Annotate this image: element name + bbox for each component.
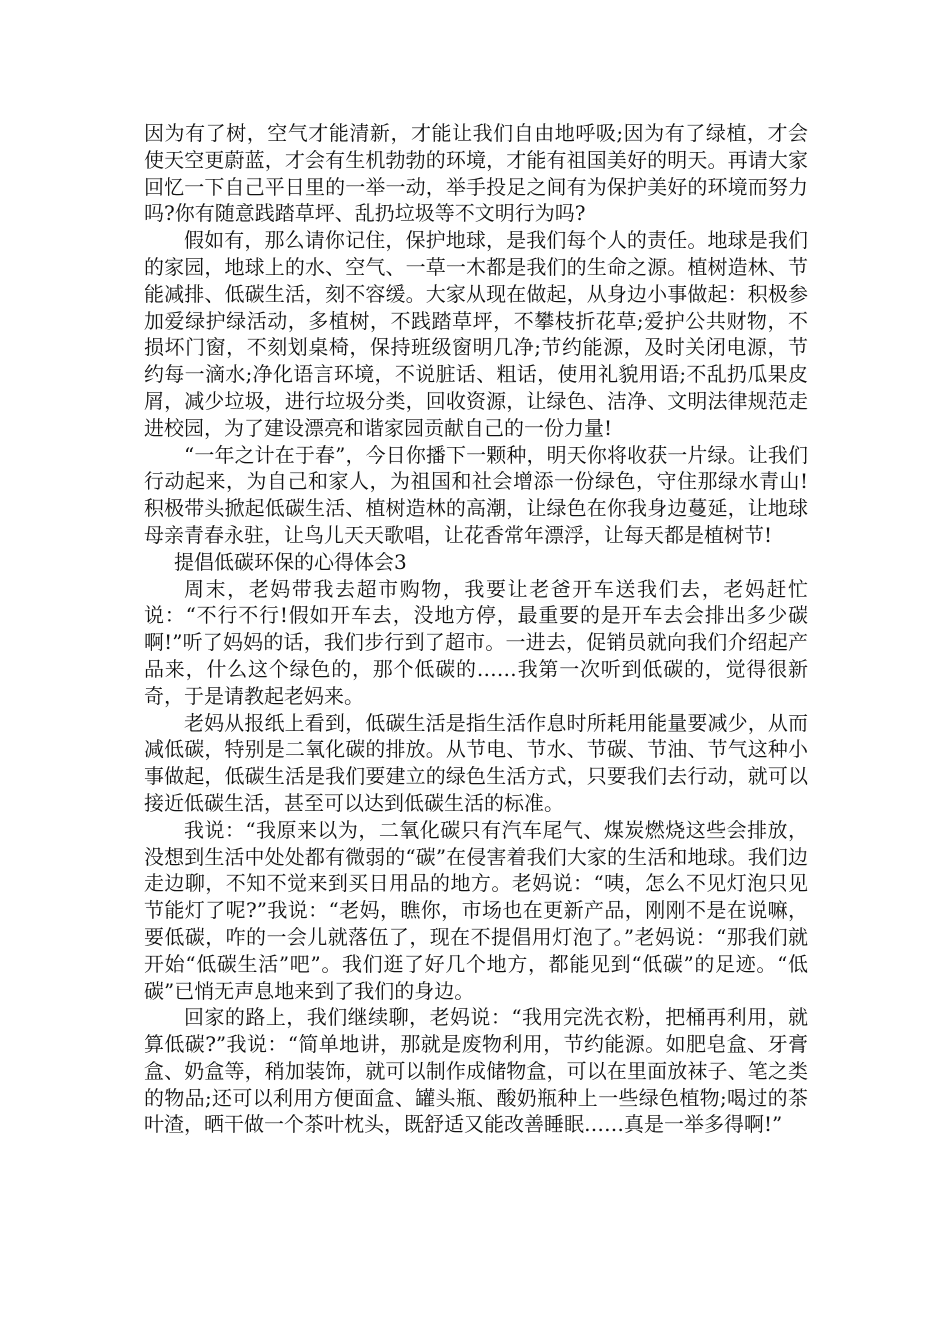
paragraph-1: 因为有了树，空气才能清新，才能让我们自由地呼吸;因为有了绿植，才会使天空更蔚蓝，才会有生机勃勃的环境，才能有祖国美好的明天。再请大家回忆一下自己平日里的一举一动，举手投足之间有为保护美好的环境而努力吗?你有随意践踏草坪、乱扔垃圾等不文明行为吗? — [144, 121, 808, 226]
document-page — [144, 120, 808, 1138]
paragraph-3: “一年之计在于春”，今日你播下一颗种，明天你将收获一片绿。让我们行动起来，为自己和家人，为祖国和社会增添一份绿色，守住那绿水青山!积极带头掀起低碳生活、植树造林的高潮，让绿色在你我身边蔓延，让地球母亲青春永驻，让鸟儿天天歌唱，让花香常年漂浮，让每天都是植树节! — [144, 442, 808, 547]
paragraph-4: 周末，老妈带我去超市购物，我要让老爸开车送我们去，老妈赶忙说：“不行不行!假如开车去，没地方停，最重要的是开车去会排出多少碳啊!”听了妈妈的话，我们步行到了超市。一进去，促销员就向我们介绍起产品来，什么这个绿色的，那个低碳的……我第一次听到低碳的，觉得很新奇，于是请教起老妈来。 — [144, 576, 808, 708]
paragraph-2: 假如有，那么请你记住，保护地球，是我们每个人的责任。地球是我们的家园，地球上的水、空气、一草一木都是我们的生命之源。植树造林、节能减排、低碳生活，刻不容缓。大家从现在做起，从身边小事做起：积极参加爱绿护绿活动，多植树，不践踏草坪，不攀枝折花草;爱护公共财物，不损坏门窗，不刻划桌椅，保持班级窗明几净;节约能源，及时关闭电源，节约每一滴水;净化语言环境，不说脏话、粗话，使用礼貌用语;不乱扔瓜果皮屑，减少垃圾，进行垃圾分类，回收资源，让绿色、洁净、文明法律规范走进校园，为了建设漂亮和谐家园贡献自己的一份力量! — [144, 228, 808, 440]
section-heading: 提倡低碳环保的心得体会3 — [174, 549, 407, 574]
paragraph-6: 我说：“我原来以为，二氧化碳只有汽车尾气、煤炭燃烧这些会排放，没想到生活中处处都有微弱的“碳”在侵害着我们大家的生活和地球。我们边走边聊，不知不觉来到买日用品的地方。老妈说：“咦，怎么不见灯泡只见节能灯了呢?”我说：“老妈，瞧你，市场也在更新产品，刚刚不是在说嘛，要低碳，咋的一会儿就落伍了，现在不提倡用灯泡了。”老妈说：“那我们就开始“低碳生活”吧”。我们逛了好几个地方，都能见到“低碳”的足迹。“低碳”已悄无声息地来到了我们的身边。 — [144, 817, 808, 1003]
paragraph-5: 老妈从报纸上看到，低碳生活是指生活作息时所耗用能量要减少，从而减低碳，特别是二氧化碳的排放。从节电、节水、节碳、节油、节气这种小事做起，低碳生活是我们要建立的绿色生活方式，只要我们去行动，就可以接近低碳生活，甚至可以达到低碳生活的标准。 — [144, 710, 808, 815]
paragraph-7: 回家的路上，我们继续聊，老妈说：“我用完洗衣粉，把桶再利用，就算低碳?”我说：“简单地讲，那就是废物利用，节约能源。如肥皂盒、牙膏盒、奶盒等，稍加装饰，就可以制作成储物盒，可以在里面放袜子、笔之类的物品;还可以利用方便面盒、罐头瓶、酸奶瓶种上一些绿色植物;喝过的茶叶渣，晒干做一个茶叶枕头，既舒适又能改善睡眠……真是一举多得啊!” — [144, 1005, 808, 1137]
